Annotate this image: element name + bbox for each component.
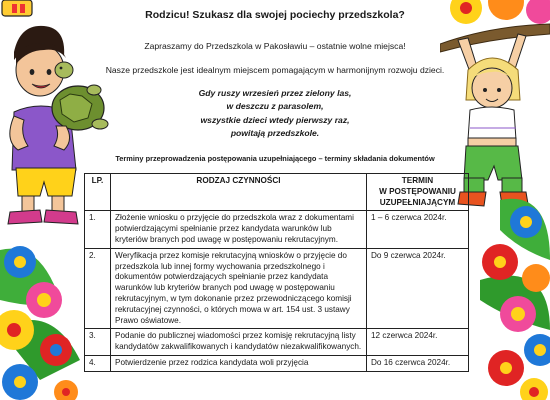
row-activity: Weryfikacja przez komisje rekrutacyjną wniosków o przyjęcie do przedszkola lub innej formy wychowania przedszkolnego i dokumentów potwierdzających spełnianie przez kandydata warunków lub kryteriów branych pod uwagę w postępowaniu rekrutacyjnym, w tym dokonanie przez przewodniczącego komisji rekrutacyjnej czynności, o których mowa w art. 154 ust. 3 ustawy Prawo oświatowe. — [111, 248, 367, 329]
table-row — [85, 211, 469, 248]
header-deadline-line: W POSTĘPOWANIU — [379, 186, 456, 196]
claim-line: Nasze przedszkole jest idealnym miejscem pomagającym w harmonijnym rozwoju dzieci. — [105, 65, 445, 75]
table-row — [85, 355, 469, 371]
poem-line: Gdy ruszy wrzesień przez zielony las, — [198, 88, 352, 98]
poem-line: wszystkie dzieci wtedy pierwszy raz, — [200, 114, 350, 125]
poem-line: powitają przedszkole. — [230, 127, 320, 138]
row-activity: Podanie do publicznej wiadomości przez komisję rekrutacyjną listy kandydatów zakwalifikowanych i kandydatów niezakwalifikowanych. — [111, 329, 367, 356]
header-deadline-line: TERMIN — [401, 176, 434, 185]
page-headline: Rodzicu! Szukasz dla swojej pociechy przedszkola? — [145, 9, 405, 21]
poem-block — [80, 87, 470, 140]
flowers-left-icon — [0, 246, 80, 400]
row-number: 4. — [85, 355, 111, 371]
row-deadline: 1 – 6 czerwca 2024r. — [367, 211, 469, 248]
row-number: 3. — [85, 329, 111, 356]
poem-line: w deszczu z parasolem, — [226, 101, 324, 112]
row-deadline: 12 czerwca 2024r. — [367, 329, 469, 356]
boot-corner-icon — [2, 0, 32, 16]
table-header-row — [85, 174, 469, 211]
terms-title: Terminy przeprowadzenia postępowania uzupełniającego – terminy składania dokumentów — [115, 154, 435, 163]
row-activity: Potwierdzenie przez rodzica kandydata woli przyjęcia — [111, 355, 367, 371]
flowers-right-icon — [480, 199, 550, 400]
row-number: 1. — [85, 211, 111, 248]
header-lp: LP. — [85, 174, 111, 211]
row-deadline: Do 9 czerwca 2024r. — [367, 248, 469, 329]
row-number: 2. — [85, 248, 111, 329]
invite-line: Zapraszamy do Przedszkola w Pakosławiu – ostatnie wolne miejsca! — [144, 41, 406, 51]
document-body — [80, 0, 470, 400]
header-activity: RODZAJ CZYNNOŚCI — [111, 174, 367, 211]
header-deadline — [367, 174, 469, 211]
table-row — [85, 248, 469, 329]
header-deadline-line: UZUPEŁNIAJĄCYM — [379, 197, 456, 207]
schedule-table — [84, 173, 469, 372]
row-activity: Złożenie wniosku o przyjęcie do przedszkola wraz z dokumentami potwierdzającymi spełnianie przez kandydata warunków lub kryteriów branych pod uwagę w postępowaniu rekrutacyjnym. — [111, 211, 367, 248]
row-deadline: Do 16 czerwca 2024r. — [367, 355, 469, 371]
table-row — [85, 329, 469, 356]
